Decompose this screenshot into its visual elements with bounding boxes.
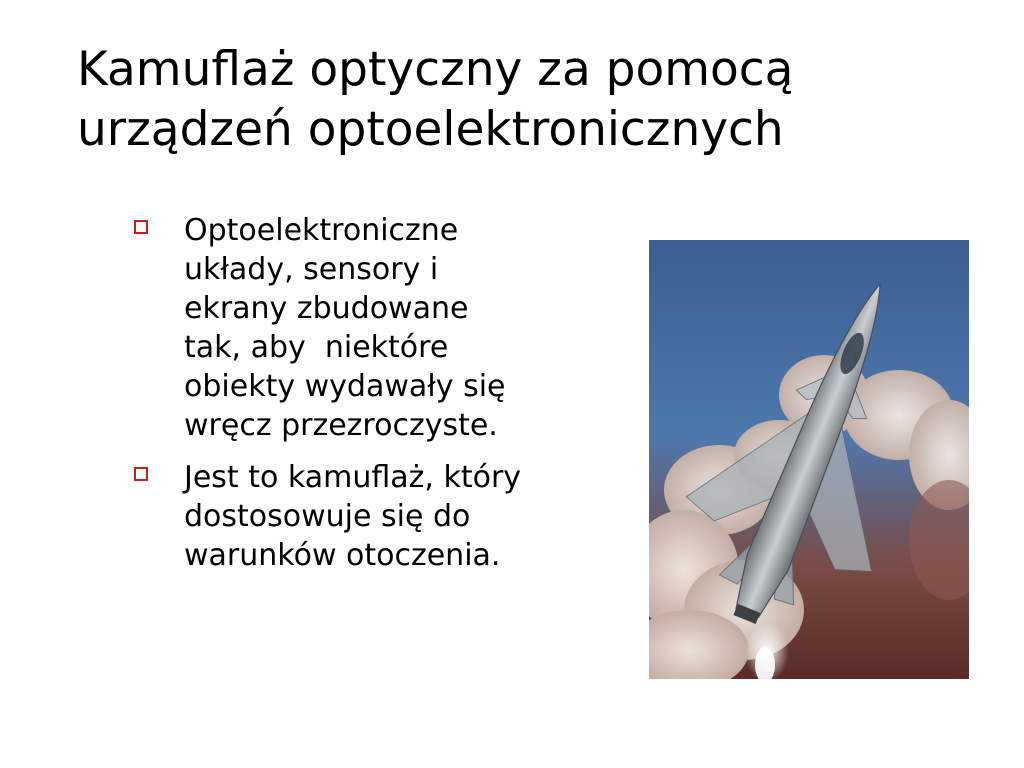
hollow-square-bullet-icon — [134, 220, 148, 234]
bullet-1-line-1: Optoelektroniczne — [184, 213, 459, 248]
bullet-1-line-4: tak, aby niektóre — [184, 330, 449, 365]
title-line-1: Kamuflaż optyczny za pomocą — [77, 42, 794, 97]
bullet-1-line-5: obiekty wydawały się — [184, 369, 506, 404]
jet-fighter-icon — [649, 240, 969, 679]
bullet-item-2 — [132, 458, 632, 575]
bullet-1-line-2: układy, sensory i — [184, 252, 439, 287]
title-line-2: urządzeń optoelektronicznych — [77, 102, 784, 157]
bullet-1-line-6: wręcz przezroczyste. — [184, 408, 498, 443]
bullet-item-1 — [132, 211, 632, 445]
bullet-list — [132, 211, 632, 588]
bullet-1-line-3: ekrany zbudowane — [184, 291, 469, 326]
bullet-2-line-2: dostosowuje się do — [184, 499, 471, 534]
bullet-2-line-3: warunków otoczenia. — [184, 538, 501, 573]
bullet-2-line-1: Jest to kamuflaż, który — [184, 460, 522, 495]
slide-title — [77, 40, 977, 160]
jet-fighter-image — [649, 240, 969, 679]
hollow-square-bullet-icon — [134, 467, 148, 481]
